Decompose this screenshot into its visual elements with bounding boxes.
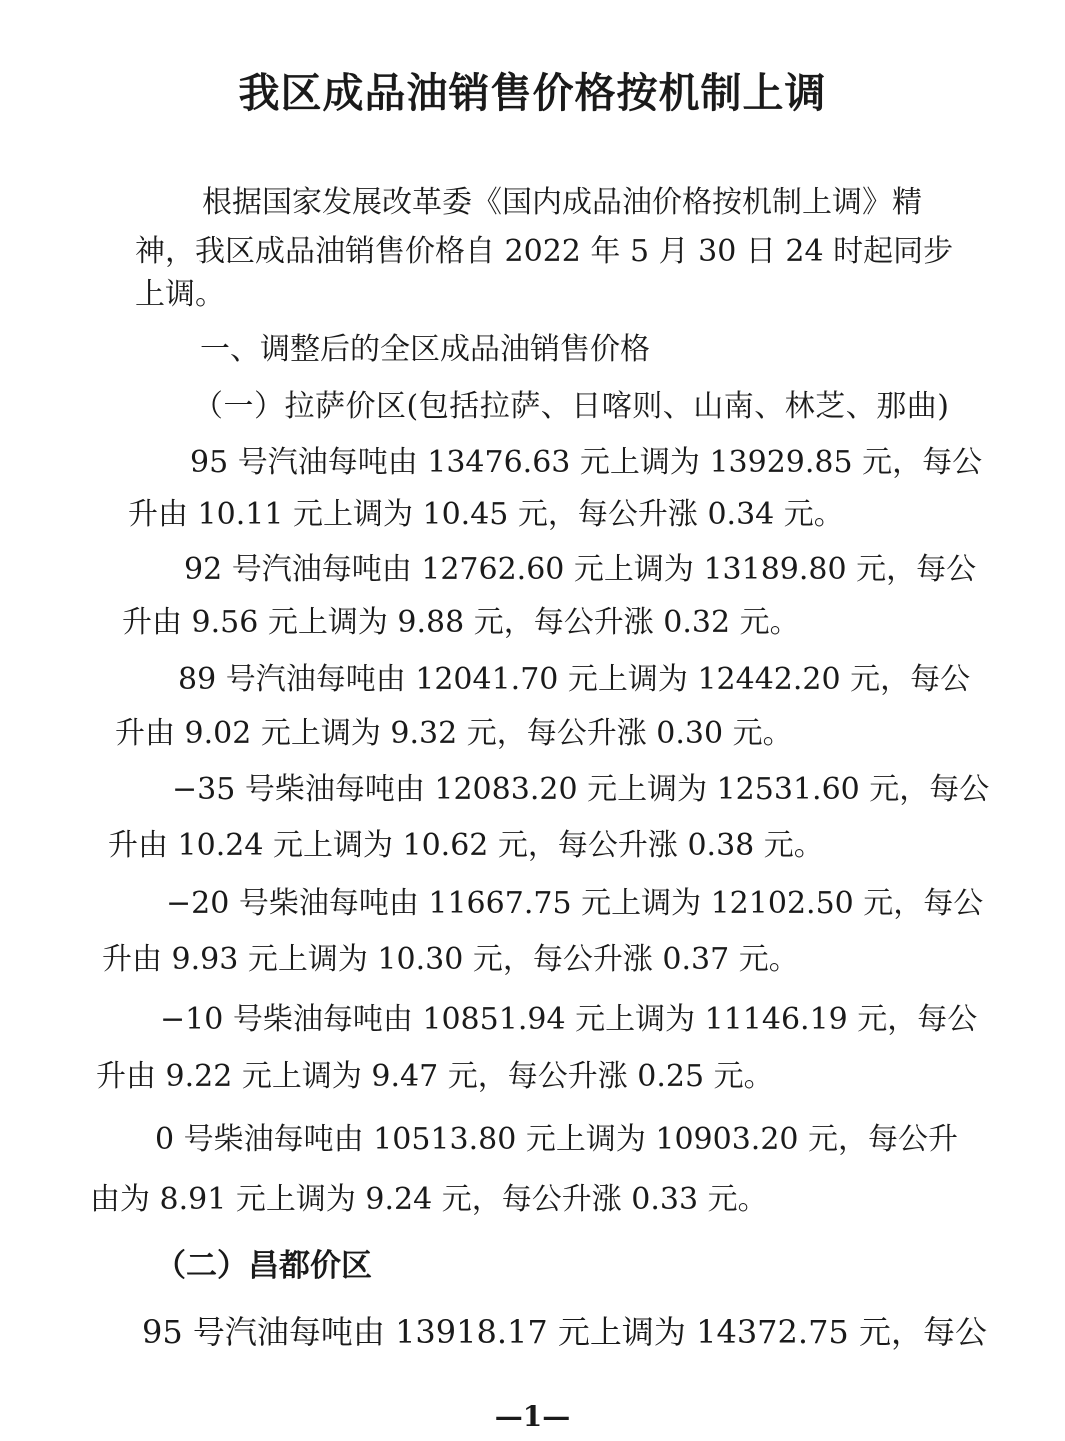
lhasa-item-m10-line-1: −10 号柴油每吨由 10851.94 元上调为 11146.19 元，每公: [160, 1002, 978, 1037]
lhasa-item-m20-line-2: 升由 9.93 元上调为 10.30 元，每公升涨 0.37 元。: [102, 942, 799, 977]
subsection-heading-changdu: （二）昌都价区: [155, 1248, 372, 1284]
lhasa-item-95-line-1: 95 号汽油每吨由 13476.63 元上调为 13929.85 元，每公: [190, 445, 983, 480]
lhasa-item-0-line-1: 0 号柴油每吨由 10513.80 元上调为 10903.20 元，每公升: [155, 1122, 959, 1157]
page-number: —1—: [494, 1400, 571, 1433]
intro-line-1: 根据国家发展改革委《国内成品油价格按机制上调》精: [202, 185, 922, 220]
lhasa-item-92-line-1: 92 号汽油每吨由 12762.60 元上调为 13189.80 元，每公: [184, 552, 977, 587]
lhasa-item-0-line-2: 由为 8.91 元上调为 9.24 元，每公升涨 0.33 元。: [90, 1182, 768, 1217]
intro-line-2: 神，我区成品油销售价格自 2022 年 5 月 30 日 24 时起同步: [135, 234, 954, 269]
lhasa-item-m20-line-1: −20 号柴油每吨由 11667.75 元上调为 12102.50 元，每公: [166, 886, 984, 921]
lhasa-item-92-line-2: 升由 9.56 元上调为 9.88 元，每公升涨 0.32 元。: [122, 605, 800, 640]
lhasa-item-m10-line-2: 升由 9.22 元上调为 9.47 元，每公升涨 0.25 元。: [96, 1059, 774, 1094]
document-title: 我区成品油销售价格按机制上调: [238, 69, 827, 117]
lhasa-item-m35-line-1: −35 号柴油每吨由 12083.20 元上调为 12531.60 元，每公: [172, 772, 990, 807]
section-heading-prices: 一、调整后的全区成品油销售价格: [200, 332, 650, 367]
changdu-item-95-line-1: 95 号汽油每吨由 13918.17 元上调为 14372.75 元，每公: [142, 1313, 987, 1351]
lhasa-item-m35-line-2: 升由 10.24 元上调为 10.62 元，每公升涨 0.38 元。: [108, 828, 824, 863]
intro-line-3: 上调。: [135, 277, 225, 312]
lhasa-item-95-line-2: 升由 10.11 元上调为 10.45 元，每公升涨 0.34 元。: [128, 497, 844, 532]
subsection-heading-lhasa: （一）拉萨价区(包括拉萨、日喀则、山南、林芝、那曲): [193, 389, 950, 424]
lhasa-item-89-line-1: 89 号汽油每吨由 12041.70 元上调为 12442.20 元，每公: [178, 662, 971, 697]
lhasa-item-89-line-2: 升由 9.02 元上调为 9.32 元，每公升涨 0.30 元。: [115, 716, 793, 751]
